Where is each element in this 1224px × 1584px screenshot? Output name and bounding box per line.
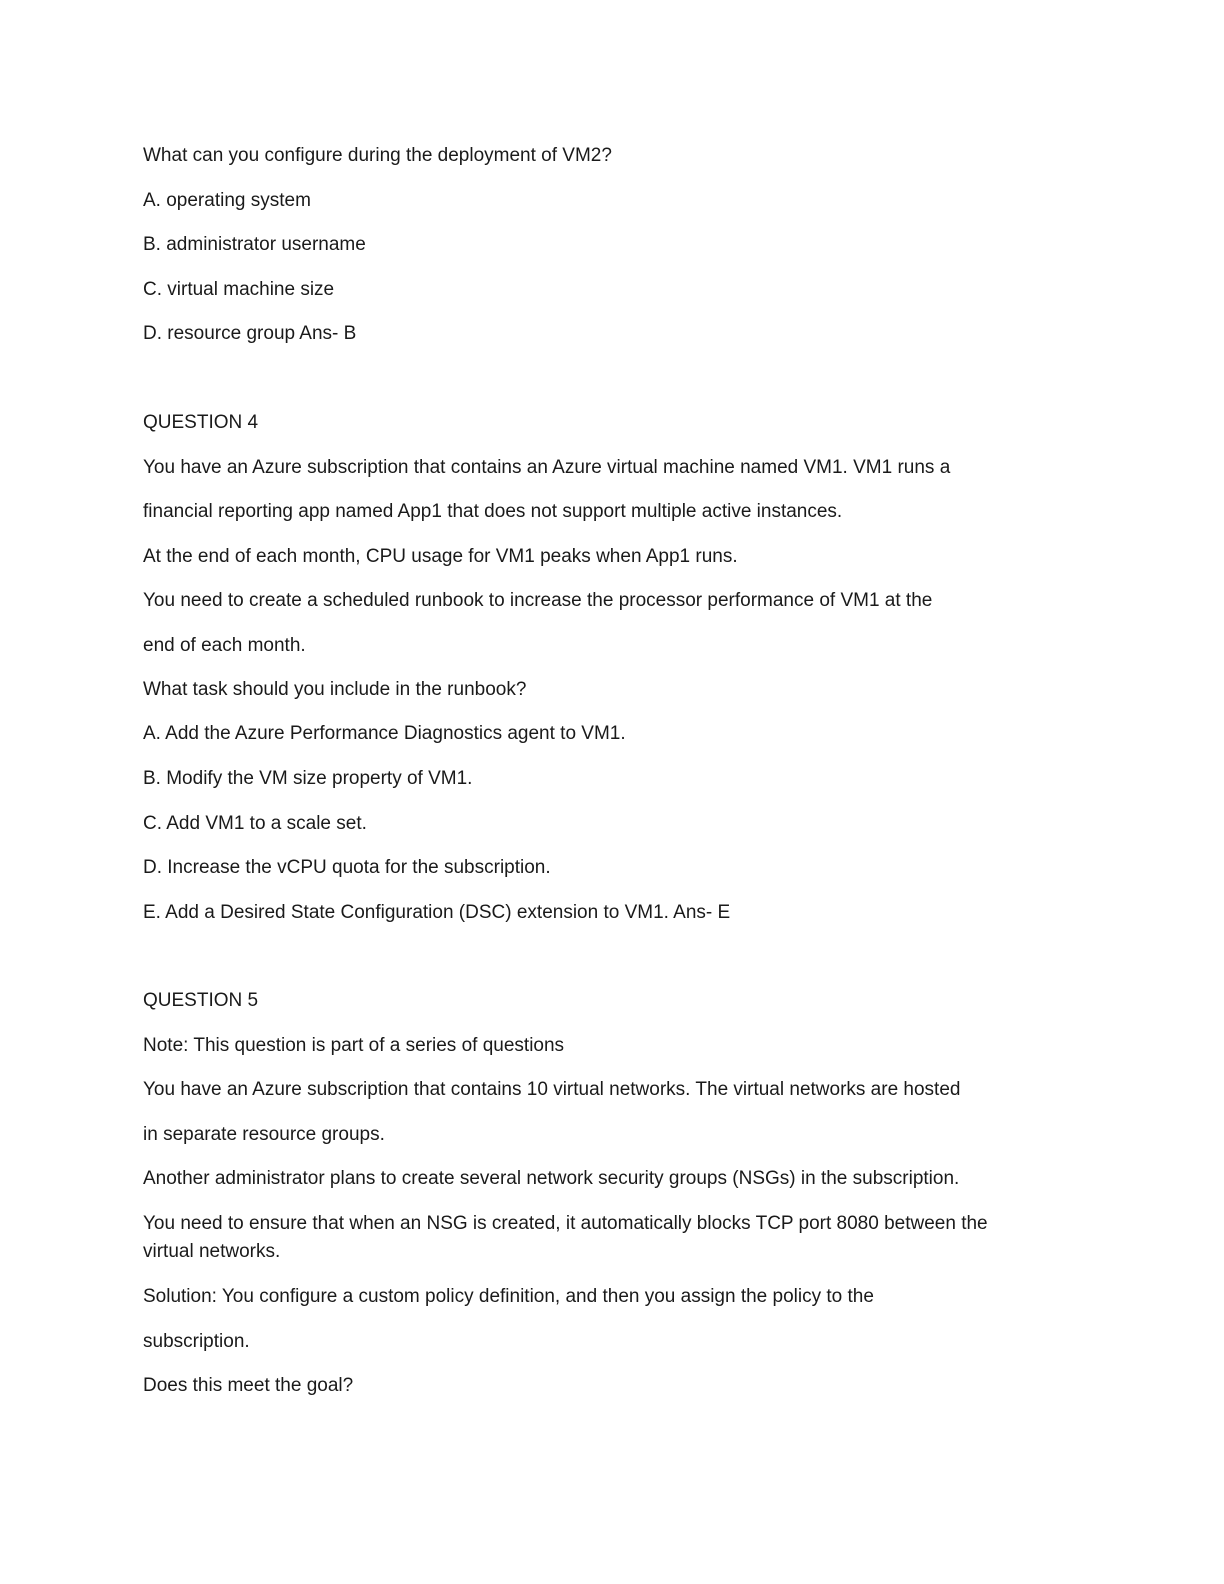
q4-option-c: C. Add VM1 to a scale set.: [143, 813, 367, 834]
q5-body-line: subscription.: [143, 1331, 250, 1352]
q5-heading: QUESTION 5: [143, 990, 259, 1011]
q4-body-line: You need to create a scheduled runbook to increase the processor performance of VM1 at the: [143, 590, 933, 611]
q4-body-line: financial reporting app named App1 that does not support multiple active instances.: [143, 501, 843, 522]
q3-option-a: A. operating system: [143, 190, 311, 211]
q5-body-line: You need to ensure that when an NSG is created, it automatically blocks TCP port 8080 between the: [143, 1213, 988, 1234]
q3-option-d: D. resource group Ans- B: [143, 323, 357, 344]
q4-option-a: A. Add the Azure Performance Diagnostics agent to VM1.: [143, 723, 626, 744]
q5-body-line: You have an Azure subscription that contains 10 virtual networks. The virtual networks are hosted: [143, 1079, 961, 1100]
q4-option-d: D. Increase the vCPU quota for the subscription.: [143, 857, 551, 878]
q4-body-line: end of each month.: [143, 635, 306, 656]
q4-prompt: What task should you include in the runbook?: [143, 679, 527, 700]
q3-prompt: What can you configure during the deployment of VM2?: [143, 145, 612, 166]
q4-body-line: At the end of each month, CPU usage for VM1 peaks when App1 runs.: [143, 546, 738, 567]
q4-option-e: E. Add a Desired State Configuration (DSC) extension to VM1. Ans- E: [143, 902, 731, 923]
q5-body-line: Note: This question is part of a series of questions: [143, 1035, 565, 1056]
q4-body-line: You have an Azure subscription that contains an Azure virtual machine named VM1. VM1 runs a: [143, 457, 951, 478]
q4-heading: QUESTION 4: [143, 412, 259, 433]
q4-option-b: B. Modify the VM size property of VM1.: [143, 768, 473, 789]
q3-option-b: B. administrator username: [143, 234, 366, 255]
q5-body-line: in separate resource groups.: [143, 1124, 385, 1145]
q5-prompt: Does this meet the goal?: [143, 1375, 354, 1396]
q5-body-line: Another administrator plans to create several network security groups (NSGs) in the subscription.: [143, 1168, 960, 1189]
q5-body-line: Solution: You configure a custom policy definition, and then you assign the policy to the: [143, 1286, 874, 1307]
q5-body-line: virtual networks.: [143, 1241, 281, 1262]
q3-option-c: C. virtual machine size: [143, 279, 335, 300]
